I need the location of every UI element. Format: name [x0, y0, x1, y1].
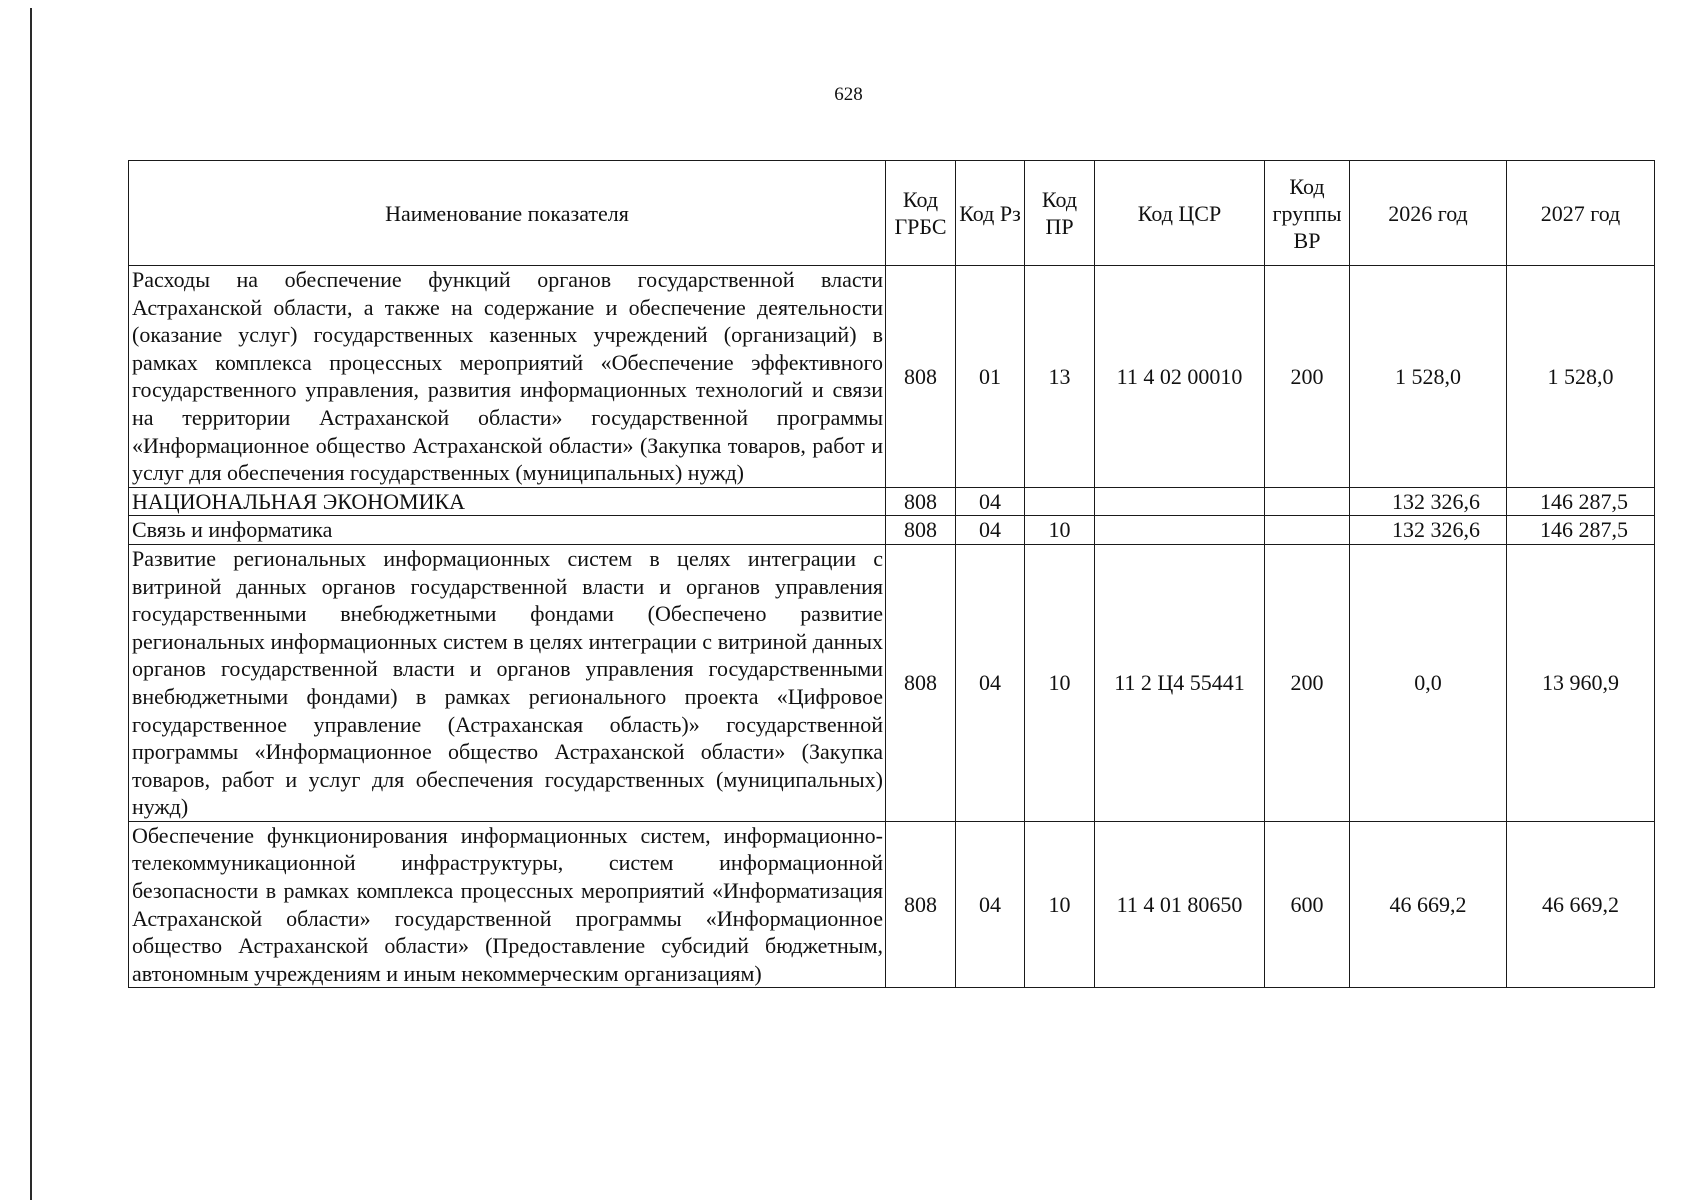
row-pr: 13: [1025, 266, 1095, 488]
table-row: [129, 266, 1655, 488]
table-row: [129, 544, 1655, 821]
row-csr: [1095, 487, 1265, 516]
row-grbs: 808: [886, 821, 956, 988]
row-rz: 04: [956, 516, 1025, 545]
row-2027: 1 528,0: [1507, 266, 1655, 488]
row-rz: 04: [956, 821, 1025, 988]
row-name: Расходы на обеспечение функций органов государственной власти Астраханской области, а также на содержание и обеспечение деятельности (оказание услуг) государственных казенных учреждений (организаций) в рамках комплекса процессных мероприятий «Обеспечение эффективного государственного управления, развития информационных технологий и связи на территории Астраханской области» государственной программы «Информационное общество Астраханской области» (Закупка товаров, работ и услуг для обеспечения государственных (муниципальных) нужд): [129, 266, 886, 488]
row-grbs: 808: [886, 544, 956, 821]
row-vr: 600: [1265, 821, 1350, 988]
row-rz: 04: [956, 544, 1025, 821]
header-csr: Код ЦСР: [1095, 161, 1265, 266]
header-2026: 2026 год: [1350, 161, 1507, 266]
row-2026: 132 326,6: [1350, 487, 1507, 516]
row-pr: 10: [1025, 544, 1095, 821]
binding-line: [30, 8, 32, 1200]
row-csr: [1095, 516, 1265, 545]
header-2027: 2027 год: [1507, 161, 1655, 266]
row-rz: 04: [956, 487, 1025, 516]
row-csr: 11 4 01 80650: [1095, 821, 1265, 988]
row-2026: 46 669,2: [1350, 821, 1507, 988]
budget-table: [128, 160, 1655, 988]
row-vr: [1265, 487, 1350, 516]
row-vr: 200: [1265, 266, 1350, 488]
row-2026: 0,0: [1350, 544, 1507, 821]
row-vr: 200: [1265, 544, 1350, 821]
row-name: Обеспечение функционирования информационных систем, информационно-телекоммуникационной инфраструктуры, систем информационной безопасности в рамках комплекса процессных мероприятий «Информатизация Астраханской области» государственной программы «Информационное общество Астраханской области» (Предоставление субсидий бюджетным, автономным учреждениям и иным некоммерческим организациям): [129, 821, 886, 988]
row-2027: 146 287,5: [1507, 487, 1655, 516]
row-csr: 11 2 Ц4 55441: [1095, 544, 1265, 821]
row-rz: 01: [956, 266, 1025, 488]
row-name: Связь и информатика: [129, 516, 886, 545]
page-number: 628: [834, 84, 863, 105]
row-2027: 46 669,2: [1507, 821, 1655, 988]
row-2026: 1 528,0: [1350, 266, 1507, 488]
row-name: НАЦИОНАЛЬНАЯ ЭКОНОМИКА: [129, 487, 886, 516]
table-row: [129, 487, 1655, 516]
row-csr: 11 4 02 00010: [1095, 266, 1265, 488]
header-grbs: Код ГРБС: [886, 161, 956, 266]
table-row: [129, 821, 1655, 988]
table-row: [129, 516, 1655, 545]
row-2026: 132 326,6: [1350, 516, 1507, 545]
table-header-row: [129, 161, 1655, 266]
row-grbs: 808: [886, 266, 956, 488]
row-name: Развитие региональных информационных систем в целях интеграции с витриной данных органов государственной власти и органов управления государственными внебюджетными фондами (Обеспечено развитие региональных информационных систем в целях интеграции с витриной данных органов государственной власти и органов управления государственными внебюджетными фондами) в рамках регионального проекта «Цифровое государственное управление (Астраханская область)» государственной программы «Информационное общество Астраханской области» (Закупка товаров, работ и услуг для обеспечения государственных (муниципальных) нужд): [129, 544, 886, 821]
row-pr: 10: [1025, 516, 1095, 545]
header-vr: Код группы ВР: [1265, 161, 1350, 266]
row-grbs: 808: [886, 516, 956, 545]
row-2027: 146 287,5: [1507, 516, 1655, 545]
row-pr: [1025, 487, 1095, 516]
header-pr: Код ПР: [1025, 161, 1095, 266]
row-vr: [1265, 516, 1350, 545]
row-pr: 10: [1025, 821, 1095, 988]
row-grbs: 808: [886, 487, 956, 516]
header-name: Наименование показателя: [129, 161, 886, 266]
header-rz: Код Рз: [956, 161, 1025, 266]
row-2027: 13 960,9: [1507, 544, 1655, 821]
